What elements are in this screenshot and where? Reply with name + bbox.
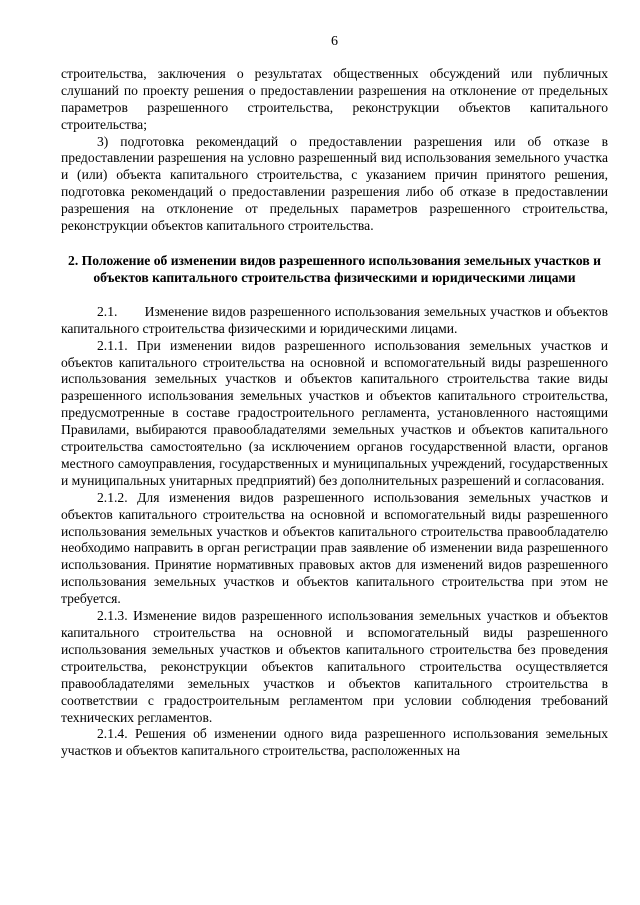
paragraph-2-1: 2.1. Изменение видов разрешенного использования земельных участков и объектов капитального строительства физическими и юридическими лицами. [61, 303, 608, 336]
page-number: 6 [331, 34, 338, 49]
paragraph-item-3: 3) подготовка рекомендаций о предоставлении разрешения или об отказе в предоставлении разрешения на условно разрешенный вид использования земельного участка и (или) объекта капитального строительства, с указанием причин принятого решения, подготовка рекомендаций о предоставлении разрешения либо об отказе в предоставлении разрешения на отклонение от предельных параметров разрешенного строительства, реконструкции объектов капитального строительства. [61, 133, 608, 234]
paragraph-continuation: строительства, заключения о результатах общественных обсуждений или публичных слушаний по проекту решения о предоставлении разрешения на отклонение от предельных параметров разрешенного строительства, реконструкции объектов капитального строительства; [61, 65, 608, 132]
paragraph-2-1-1: 2.1.1. При изменении видов разрешенного использования земельных участков и объектов капитального строительства на основной и вспомогательный виды разрешенного использования земельных участков и объектов капитального строительства такие виды разрешенного использования земельных участков и объектов капитального строительства, предусмотренные в составе градостроительного регламента, установленного настоящими Правилами, выбираются правообладателями земельных участков и объектов капитального строительства самостоятельно (за исключением органов государственной власти, органов местного самоуправления, государственных и муниципальных учреждений, государственных и муниципальных унитарных предприятий) без дополнительных разрешений и согласования. [61, 337, 608, 488]
paragraph-2-1-3: 2.1.3. Изменение видов разрешенного использования земельных участков и объектов капитального строительства на основной и вспомогательный виды разрешенного использования земельных участков и объектов капитального строительства без проведения строительства, реконструкции объектов капитального строительства осуществляется правообладателями земельных участков и объектов капитального строительства в соответствии с градостроительным регламентом при условии соблюдения требований технических регламентов. [61, 608, 608, 725]
paragraph-2-1-2: 2.1.2. Для изменения видов разрешенного использования земельных участков и объектов капитального строительства на основной и вспомогательный виды разрешенного использования земельных участков и объектов капитального строительства правообладателю необходимо направить в орган регистрации прав заявление об изменении вида разрешенного использования. Принятие нормативных правовых актов для изменений видов разрешенного использования земельных участков и объектов капитального строительства при этом не требуется. [61, 489, 608, 607]
paragraph-2-1-4: 2.1.4. Решения об изменении одного вида разрешенного использования земельных участков и объектов капитального строительства, расположенных на [61, 726, 608, 759]
section-heading: 2. Положение об изменении видов разрешенного использования земельных участков и объектов капитального строительства физическими и юридическими лицами [68, 252, 601, 285]
